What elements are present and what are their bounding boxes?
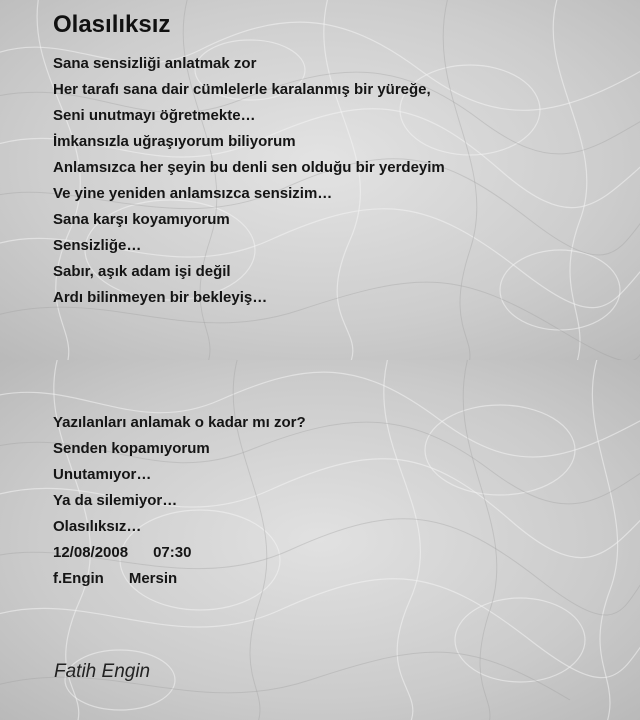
poem-author: Fatih Engin — [54, 661, 151, 682]
poem-title: Olasılıksız — [53, 11, 171, 38]
stanza-1 — [53, 55, 445, 315]
poem-line: İmkansızla uğraşıyorum biliyorum — [53, 133, 296, 150]
poem-line: Seni unutmayı öğretmekte… — [53, 107, 256, 124]
poem-line: Ardı bilinmeyen bir bekleyiş… — [53, 289, 268, 306]
stanza-2 — [53, 414, 306, 596]
poem-line: Sensizliğe… — [53, 237, 142, 254]
poem-line: Anlamsızca her şeyin bu denli sen olduğu bir yerdeyim — [53, 159, 445, 176]
poem-line: Ya da silemiyor… — [53, 492, 178, 509]
poem-date-time: 12/08/2008 07:30 — [53, 544, 192, 561]
poem-signature-place: f.Engin Mersin — [53, 570, 178, 587]
poem-line: Unutamıyor… — [53, 466, 152, 483]
poem-line: Yazılanları anlamak o kadar mı zor? — [53, 414, 306, 431]
bottom-poem-card — [0, 360, 640, 720]
poem-line: Sana karşı koyamıyorum — [53, 211, 230, 228]
poem-line: Senden kopamıyorum — [53, 440, 210, 457]
poem-line: Ve yine yeniden anlamsızca sensizim… — [53, 185, 333, 202]
poem-line: Olasılıksız… — [53, 518, 142, 535]
poem-line: Sana sensizliği anlatmak zor — [53, 55, 257, 72]
poem-line: Her tarafı sana dair cümlelerle karalanmış bir yüreğe, — [53, 81, 431, 98]
poem-line: Sabır, aşık adam işi değil — [53, 263, 231, 280]
